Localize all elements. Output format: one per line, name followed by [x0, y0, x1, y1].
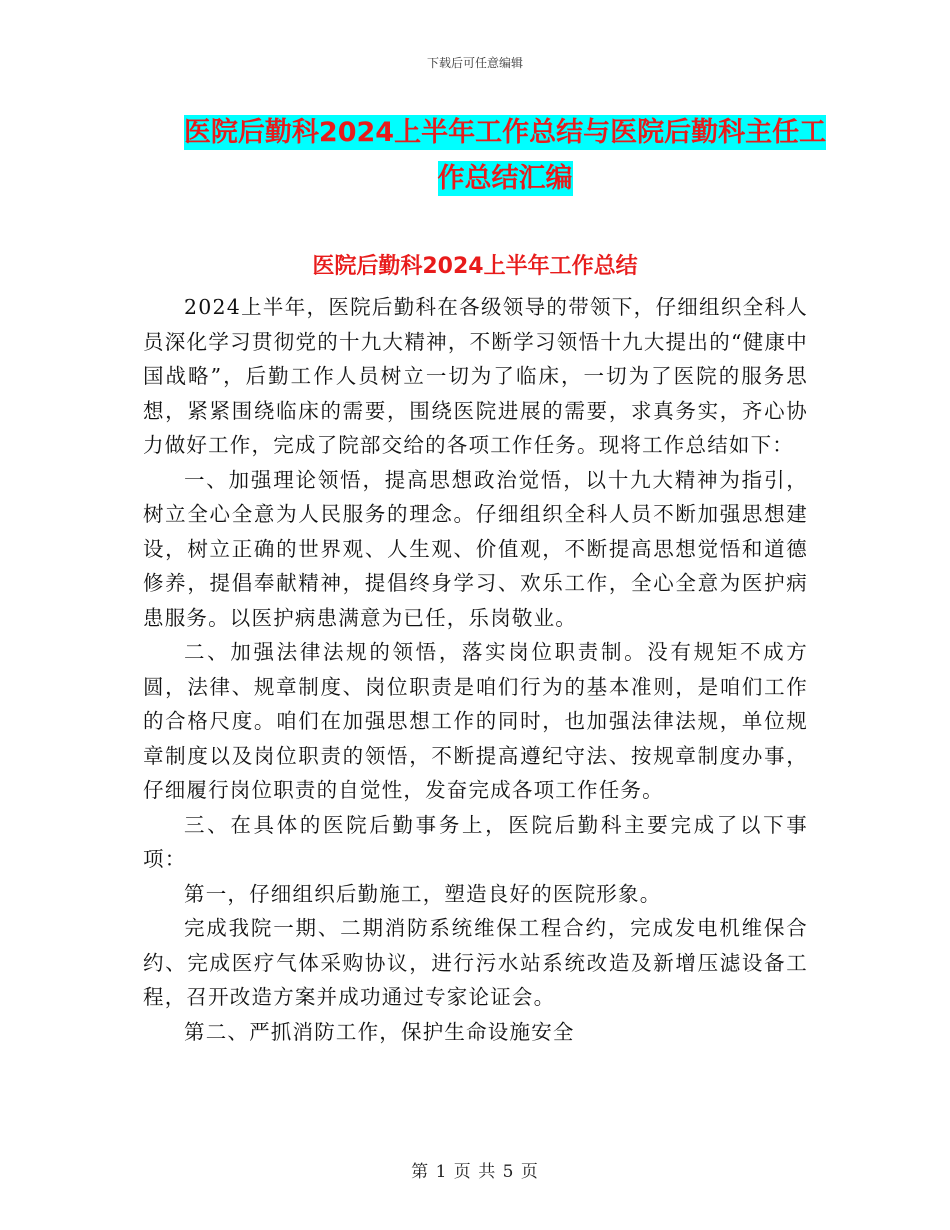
section-heading: 医院后勤科2024上半年工作总结	[312, 254, 638, 279]
paragraph-intro: 2024上半年，医院后勤科在各级领导的带领下，仔细组织全科人员深化学习贯彻党的十九大精神，不断学习领悟十九大提出的“健康中国战略”，后勤工作人员树立一切为了临床，一切为了医院的服务思想，紧紧围绕临床的需要，围绕医院进展的需要，求真务实，齐心协力做好工作，完成了院部交给的各项工作任务。现将工作总结如下：	[143, 295, 808, 457]
paragraph-first-item: 第一，仔细组织后勤施工，塑造良好的医院形象。	[184, 881, 662, 906]
document-title-line1: 医院后勤科2024上半年工作总结与医院后勤科主任工	[183, 117, 827, 148]
paragraph-point-3: 三、在具体的医院后勤事务上，医院后勤科主要完成了以下事项：	[143, 812, 808, 871]
paragraph-first-item-detail: 完成我院一期、二期消防系统维保工程合约，完成发电机维保合约、完成医疗气体采购协议，进行污水站系统改造及新增压滤设备工程，召开改造方案并成功通过专家论证会。	[143, 916, 808, 1009]
document-title	[140, 110, 870, 202]
document-title-line2: 作总结汇编	[437, 163, 573, 194]
paragraph-second-item: 第二、严抓消防工作，保护生命设施安全	[184, 1019, 575, 1044]
page-number: 第 1 页 共 5 页	[411, 1162, 539, 1182]
document-body	[143, 290, 808, 1049]
paragraph-point-1: 一、加强理论领悟，提高思想政治觉悟，以十九大精神为指引，树立全心全意为人民服务的理念。仔细组织全科人员不断加强思想建设，树立正确的世界观、人生观、价值观，不断提高思想觉悟和道德修养，提倡奉献精神，提倡终身学习、欢乐工作，全心全意为医护病患服务。以医护病患满意为已任，乐岗敬业。	[143, 467, 808, 630]
paragraph-point-2: 二、加强法律法规的领悟，落实岗位职责制。没有规矩不成方圆，法律、规章制度、岗位职责是咱们行为的基本准则，是咱们工作的合格尺度。咱们在加强思想工作的同时，也加强法律法规，单位规章制度以及岗位职责的领悟，不断提高遵纪守法、按规章制度办事，仔细履行岗位职责的自觉性，发奋完成各项工作任务。	[143, 640, 808, 802]
page-header-note: 下载后可任意编辑	[426, 56, 523, 70]
